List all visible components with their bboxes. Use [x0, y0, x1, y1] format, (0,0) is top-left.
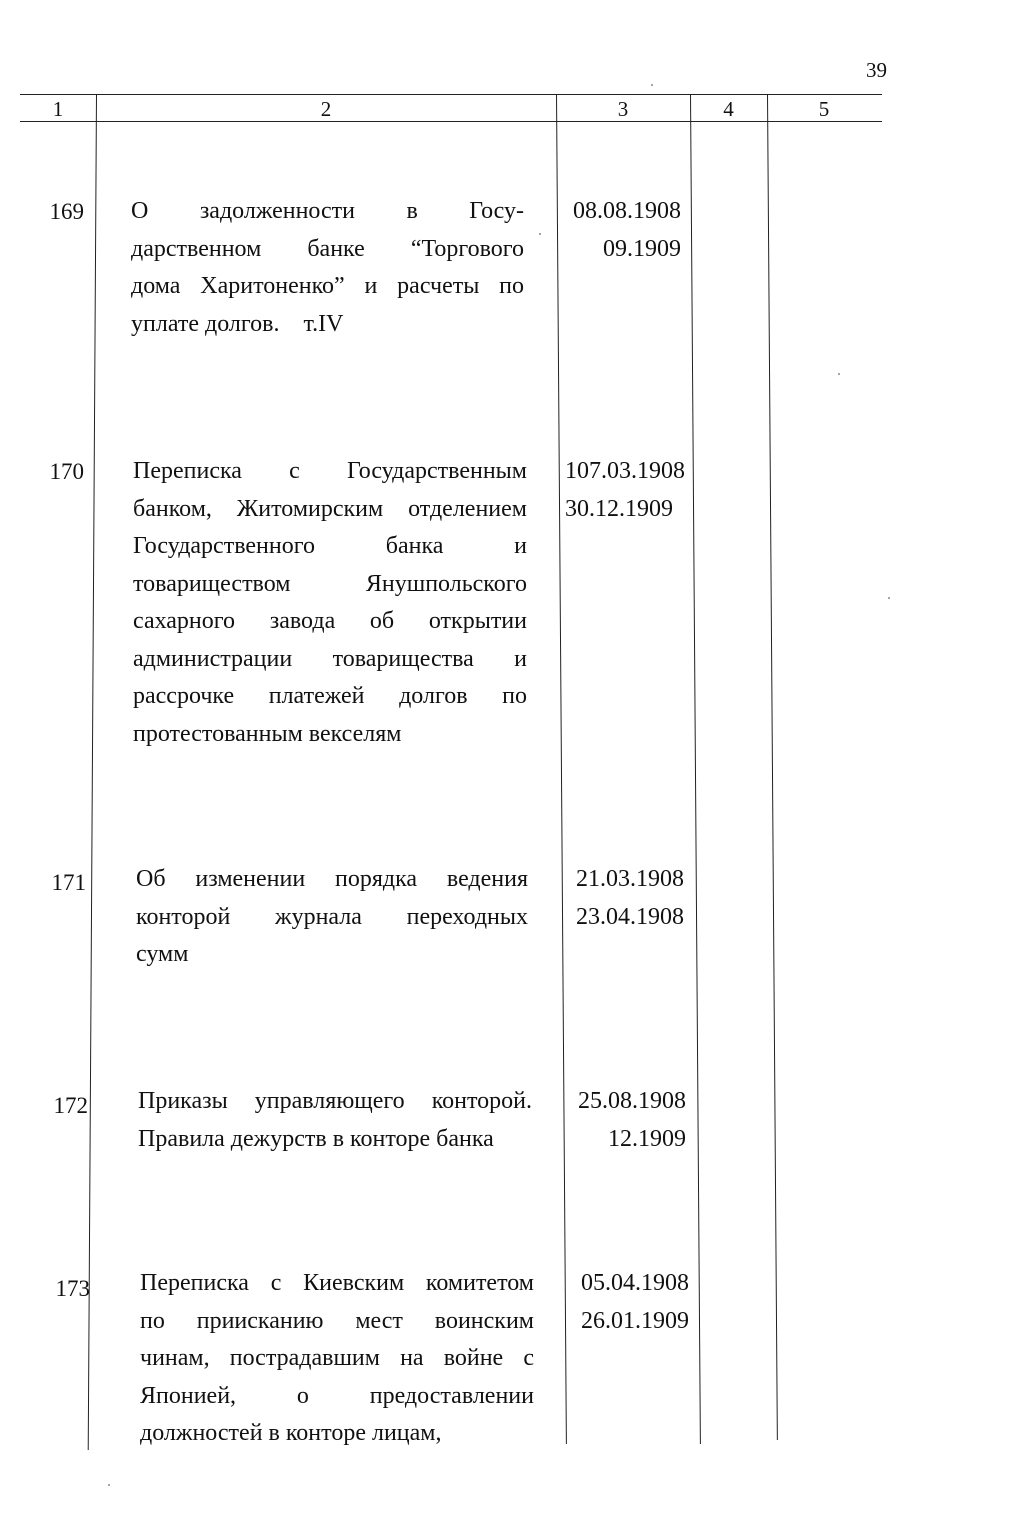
description-line: Об изменении порядка ведения	[136, 866, 528, 892]
date-start: 05.04.1908	[581, 1270, 689, 1296]
date-end: 23.04.1908	[576, 903, 684, 930]
description-line: О задолженности в Госу-	[131, 198, 524, 224]
row-description	[131, 193, 524, 343]
description-line: рассрочке платежей долгов по	[133, 683, 527, 709]
scan-speck	[888, 597, 890, 599]
description-line: Переписка с Государственным	[133, 458, 527, 484]
row-description	[140, 1265, 534, 1453]
row-number: 169	[49, 199, 84, 224]
column-divider-4-5	[767, 94, 778, 1440]
description-line: Переписка с Киевским комитетом	[140, 1270, 534, 1296]
description-line: чинам, пострадавшим на войне с	[140, 1345, 534, 1371]
description-line: должностей в конторе лицам,	[140, 1420, 442, 1446]
header-col-3: 3	[617, 97, 629, 121]
description-line: сумм	[136, 941, 189, 967]
date-start: 107.03.1908	[565, 458, 685, 484]
column-divider-1-2	[88, 94, 97, 1450]
date-end: 26.01.1909	[581, 1307, 689, 1334]
scan-speck	[539, 233, 541, 235]
description-line: Правила дежурств в конторе банка	[138, 1125, 494, 1152]
row-number: 172	[53, 1093, 88, 1118]
description-line: товариществом Янушпольского	[133, 570, 527, 597]
description-line: администрации товарищества и	[133, 645, 527, 672]
scan-speck	[838, 373, 840, 375]
column-divider-2-3	[556, 94, 567, 1444]
description-line: банком, Житомирским отделением	[133, 495, 527, 522]
scan-speck	[108, 1484, 110, 1486]
row-number: 170	[49, 459, 84, 484]
description-line: Японией, о предоставлении	[140, 1382, 534, 1409]
row-description	[138, 1083, 532, 1158]
row-dates	[565, 453, 691, 528]
row-dates	[555, 193, 681, 268]
description-line: уплате долгов. т.IV	[131, 310, 344, 337]
header-col-5: 5	[818, 97, 830, 121]
row-description	[133, 453, 527, 753]
page-number: 39	[866, 58, 887, 82]
row-number: 171	[51, 870, 86, 895]
scan-speck	[651, 84, 653, 86]
description-line: сахарного завода об открытии	[133, 608, 527, 634]
header-col-1: 1	[52, 97, 64, 121]
description-line: Приказы управляющего конторой.	[138, 1088, 532, 1114]
description-line: Государственного банка и	[133, 533, 527, 559]
date-start: 25.08.1908	[578, 1088, 686, 1114]
header-col-2: 2	[320, 97, 332, 121]
date-end: 30.12.1909	[565, 495, 673, 522]
header-col-4: 4	[723, 97, 734, 121]
column-divider-3-4	[690, 94, 701, 1444]
row-dates	[563, 1265, 689, 1340]
date-start: 08.08.1908	[573, 198, 681, 224]
description-line: дома Харитоненко” и расчеты по	[131, 273, 524, 299]
date-end: 12.1909	[608, 1125, 686, 1152]
description-line: протестованным векселям	[133, 720, 402, 747]
date-start: 21.03.1908	[576, 866, 684, 892]
row-number: 173	[55, 1276, 90, 1301]
description-line: по приисканию мест воинским	[140, 1307, 534, 1334]
row-dates	[560, 1083, 686, 1158]
description-line: конторой журнала переходных	[136, 903, 528, 930]
header-bottom-border	[20, 121, 882, 122]
description-line: дарственном банке “Торгового	[131, 235, 524, 262]
row-description	[136, 861, 528, 974]
row-dates	[558, 861, 684, 936]
table-top-border	[20, 94, 882, 95]
date-end: 09.1909	[603, 235, 681, 262]
